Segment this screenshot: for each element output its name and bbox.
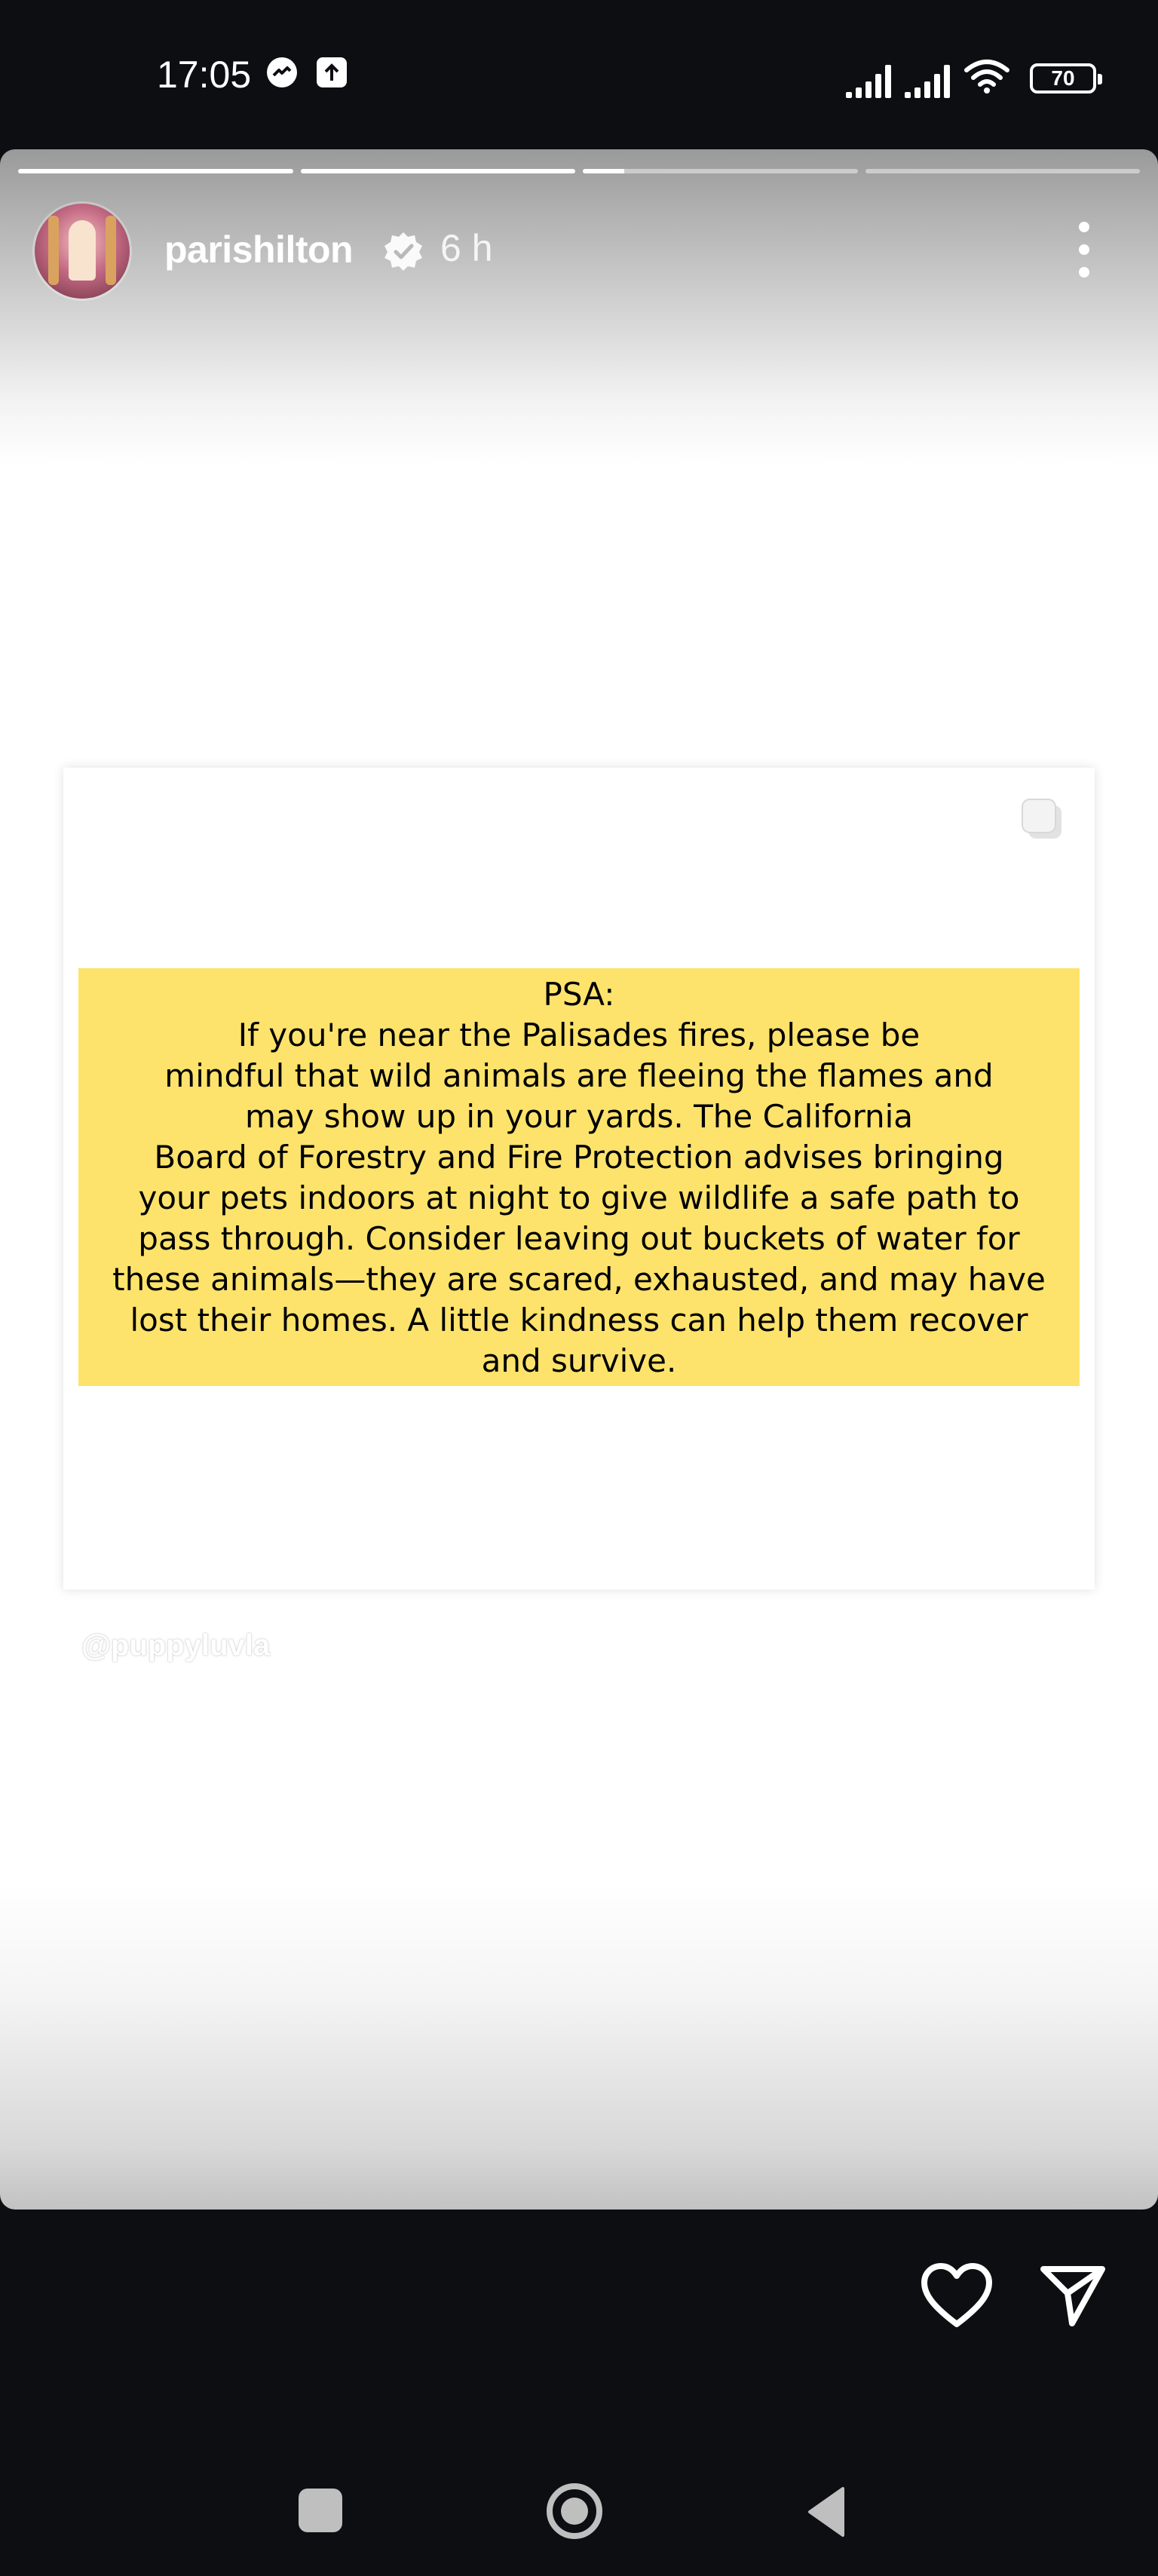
progress-segment bbox=[865, 169, 1141, 173]
psa-line: may show up in your yards. The California bbox=[244, 1098, 914, 1135]
recents-icon bbox=[299, 2489, 342, 2532]
home-button[interactable] bbox=[544, 2481, 605, 2545]
status-time: 17:05 bbox=[157, 54, 252, 96]
signal-strength-icon bbox=[846, 65, 891, 98]
psa-text-box bbox=[78, 968, 1080, 1386]
progress-fill bbox=[301, 169, 576, 173]
signal-strength-icon bbox=[905, 65, 950, 98]
psa-line: and survive. bbox=[481, 1342, 677, 1379]
notification-icons bbox=[267, 57, 347, 87]
psa-line: If you're near the Palisades fires, please be bbox=[237, 1017, 921, 1053]
multiple-images-icon bbox=[1019, 796, 1065, 842]
like-button[interactable] bbox=[920, 2262, 994, 2332]
system-nav-bar bbox=[0, 2481, 1158, 2541]
send-icon bbox=[1043, 2269, 1102, 2323]
recents-button[interactable] bbox=[299, 2489, 342, 2532]
wifi-icon bbox=[963, 58, 1010, 98]
progress-segment bbox=[301, 169, 576, 173]
more-options-icon[interactable] bbox=[1077, 222, 1092, 278]
shared-post[interactable] bbox=[63, 768, 1095, 1590]
story-progress-bar bbox=[18, 169, 1140, 173]
psa-line: Board of Forestry and Fire Protection advises bringing bbox=[154, 1139, 1004, 1176]
messenger-icon bbox=[267, 57, 297, 87]
psa-line: PSA: bbox=[543, 976, 615, 1013]
verified-badge-icon bbox=[383, 231, 424, 271]
home-icon bbox=[544, 2481, 605, 2541]
psa-line: these animals—they are scared, exhausted, and may have bbox=[112, 1261, 1046, 1298]
username[interactable]: parishilton bbox=[164, 228, 354, 271]
system-indicators bbox=[846, 53, 1096, 98]
back-button[interactable] bbox=[805, 2486, 847, 2542]
post-time: 6 h bbox=[440, 227, 493, 269]
upload-icon bbox=[317, 57, 347, 87]
progress-fill bbox=[583, 169, 624, 173]
share-button[interactable] bbox=[1039, 2263, 1107, 2332]
back-icon bbox=[805, 2486, 847, 2538]
status-bar bbox=[0, 0, 1158, 109]
heart-icon bbox=[924, 2266, 989, 2324]
psa-line: your pets indoors at night to give wildlife a safe path to bbox=[138, 1179, 1020, 1216]
psa-line: mindful that wild animals are fleeing the flames and bbox=[164, 1057, 994, 1094]
battery-indicator: 70 bbox=[1030, 63, 1096, 94]
mention-sticker[interactable]: @puppyluvla bbox=[81, 1629, 271, 1662]
progress-segment bbox=[583, 169, 858, 173]
psa-line: pass through. Consider leaving out buckets of water for bbox=[138, 1220, 1020, 1257]
psa-line: lost their homes. A little kindness can help them recover bbox=[130, 1302, 1028, 1339]
story-actions bbox=[920, 2262, 1107, 2332]
story-viewer[interactable] bbox=[0, 149, 1158, 2210]
avatar[interactable] bbox=[35, 204, 130, 299]
progress-segment bbox=[18, 169, 293, 173]
progress-fill bbox=[18, 169, 293, 173]
